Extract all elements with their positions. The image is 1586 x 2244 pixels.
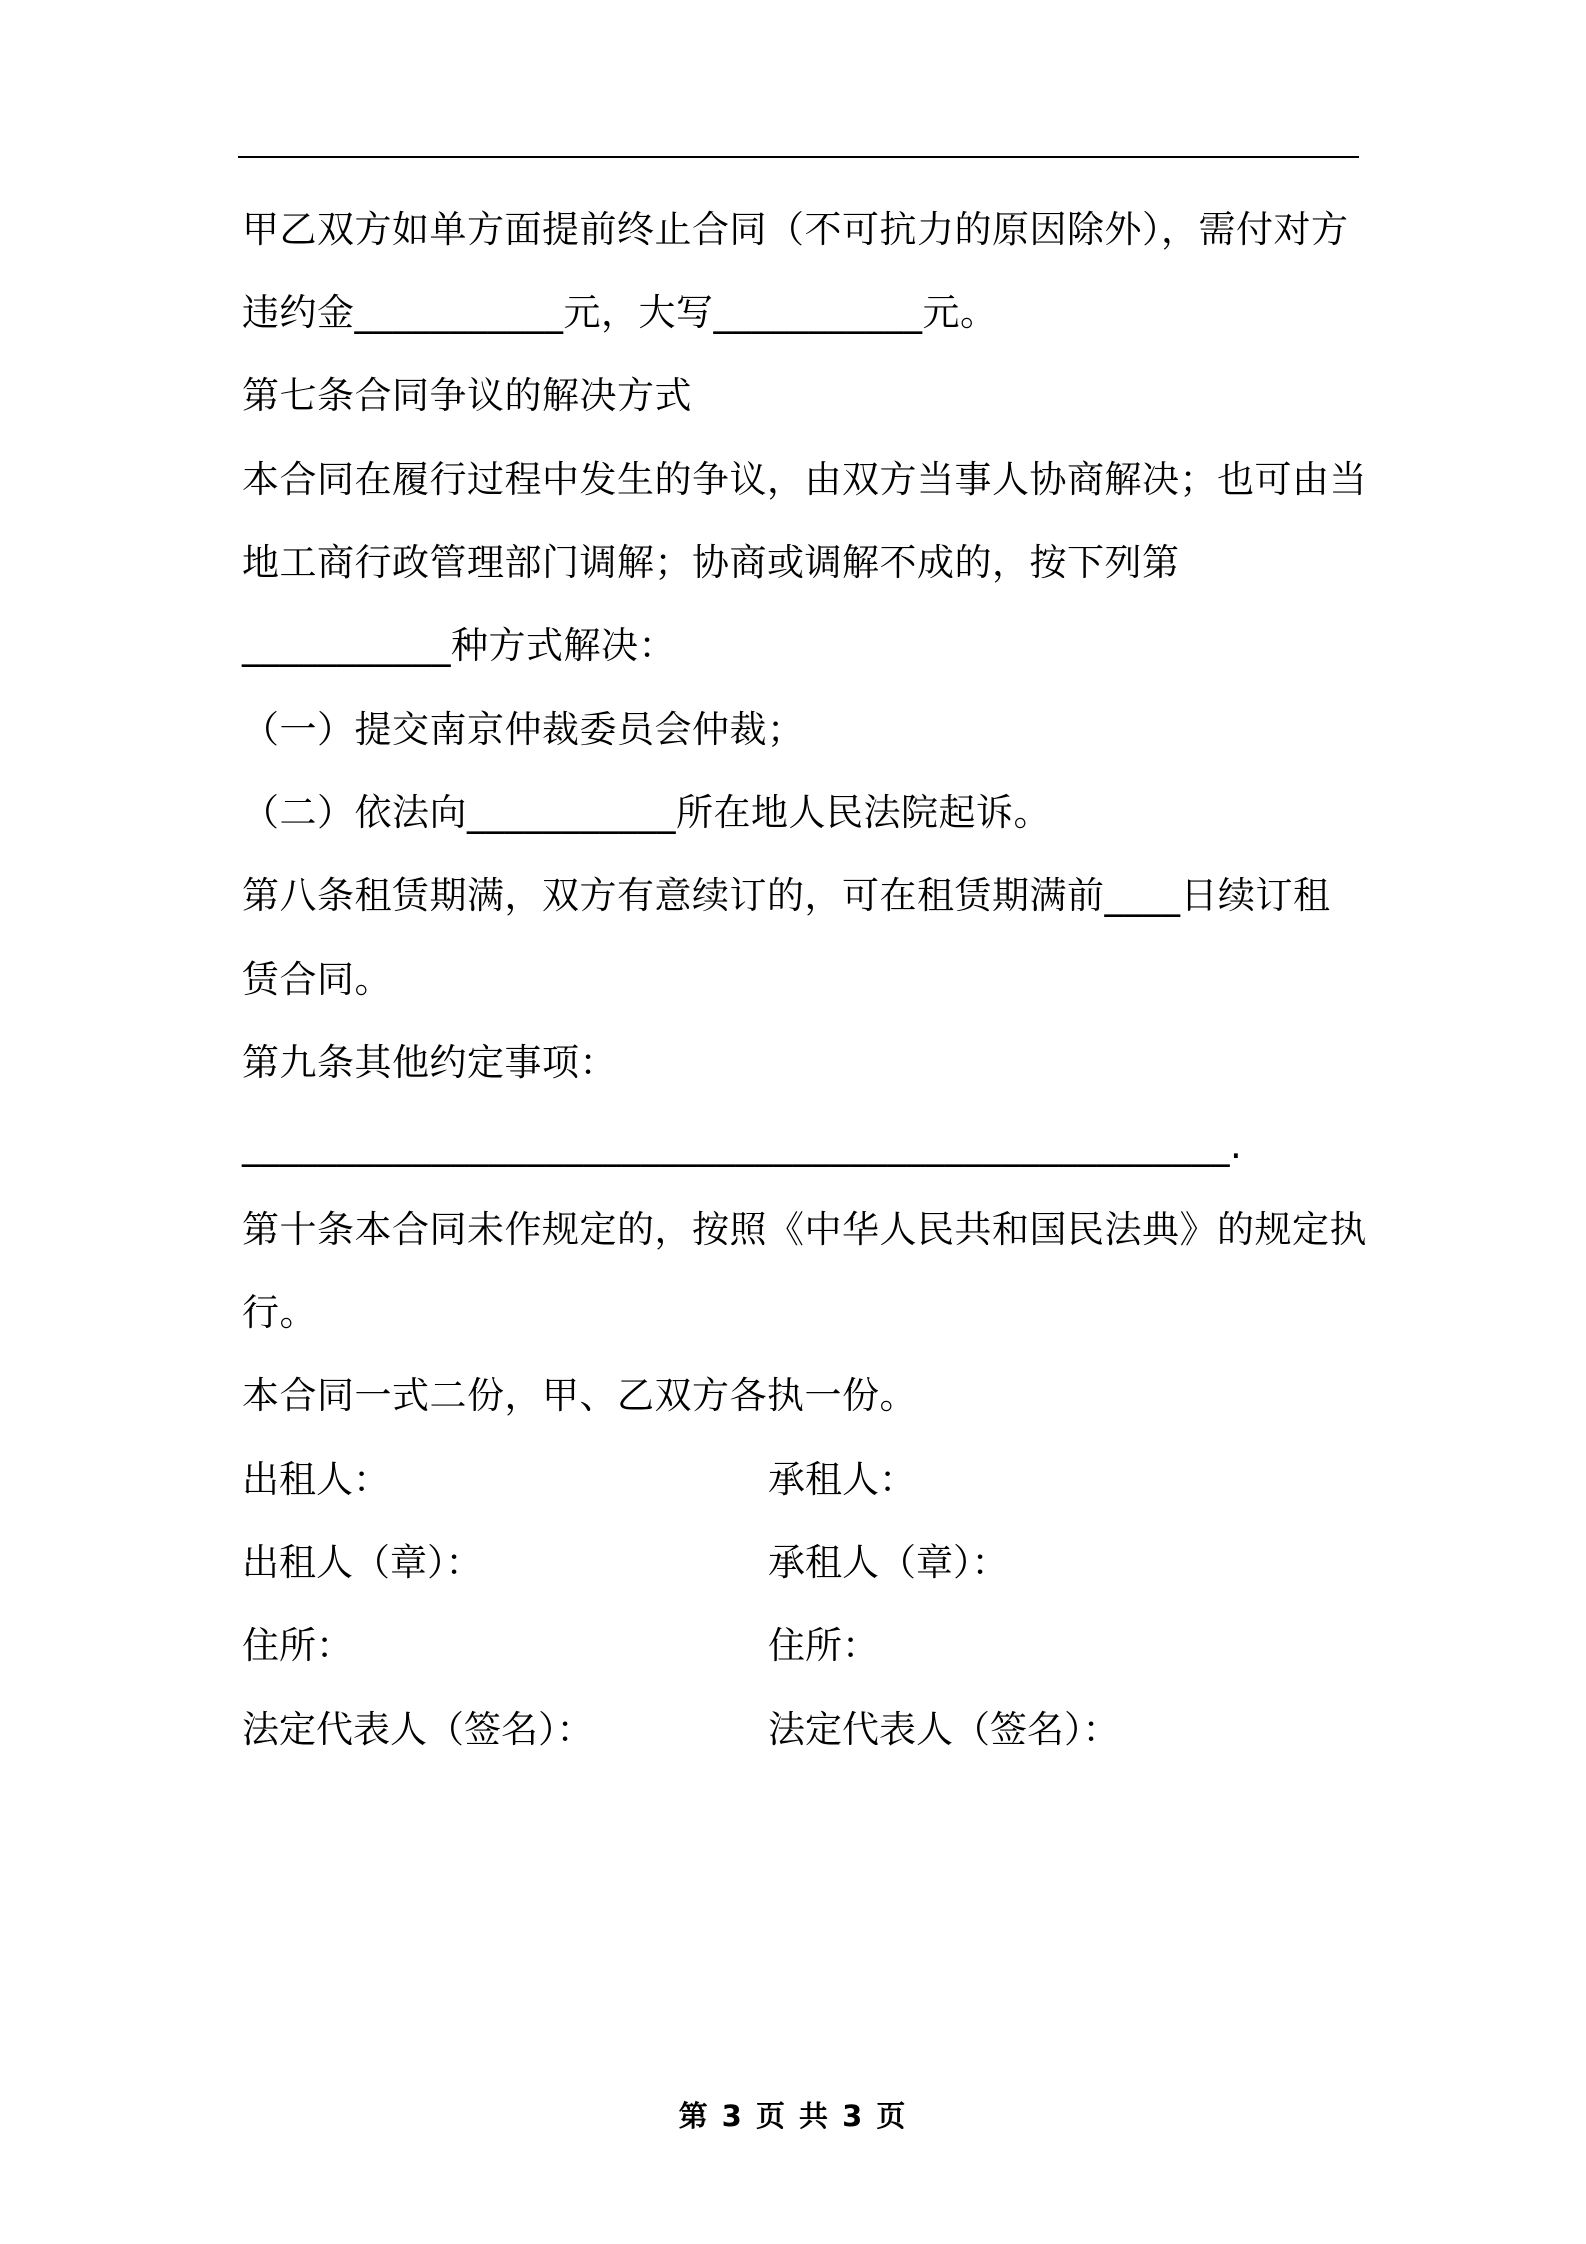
copies-statement: 本合同一式二份，甲、乙双方各执一份。 (242, 1374, 917, 1417)
paragraph-dispute-line-1: 本合同在履行过程中发生的争议，由双方当事人协商解决；也可由当 (242, 458, 1367, 501)
paragraph-termination-penalty: 甲乙双方如单方面提前终止合同（不可抗力的原因除外），需付对方 (242, 208, 1349, 251)
lessee-seal-label: 承租人（章）： (768, 1541, 1009, 1584)
lessor-representative-label: 法定代表人（签名）： (242, 1708, 594, 1751)
article-9-heading: 第九条其他约定事项： (242, 1041, 617, 1084)
article-7-heading: 第七条合同争议的解决方式 (242, 374, 692, 417)
article-10-line-1: 第十条本合同未作规定的，按照《中华人民共和国民法典》的规定执 (242, 1208, 1367, 1251)
option-arbitration: （一）提交南京仲裁委员会仲裁； (242, 708, 805, 751)
option-court: （二）依法向___________所在地人民法院起诉。 (242, 791, 1051, 834)
lessee-representative-label: 法定代表人（签名）： (768, 1708, 1120, 1751)
article-10-line-2: 行。 (242, 1291, 317, 1334)
paragraph-dispute-line-3: ___________种方式解决： (242, 624, 676, 667)
header-rule (238, 156, 1359, 158)
lessee-label: 承租人： (768, 1458, 916, 1501)
article-8-line-1: 第八条租赁期满，双方有意续订的，可在租赁期满前____日续订租 (242, 874, 1331, 917)
lessor-address-label: 住所： (242, 1624, 353, 1667)
lessor-seal-label: 出租人（章）： (242, 1541, 483, 1584)
article-9-blank: ____________________________________________________. (242, 1124, 1243, 1167)
article-8-line-2: 赁合同。 (242, 958, 392, 1001)
paragraph-dispute-line-2: 地工商行政管理部门调解；协商或调解不成的，按下列第 (242, 541, 1180, 584)
lessor-label: 出租人： (242, 1458, 390, 1501)
lessee-address-label: 住所： (768, 1624, 879, 1667)
paragraph-penalty-amount: 违约金___________元，大写___________元。 (242, 291, 998, 334)
page-number: 第 3 页 共 3 页 (678, 2099, 908, 2133)
